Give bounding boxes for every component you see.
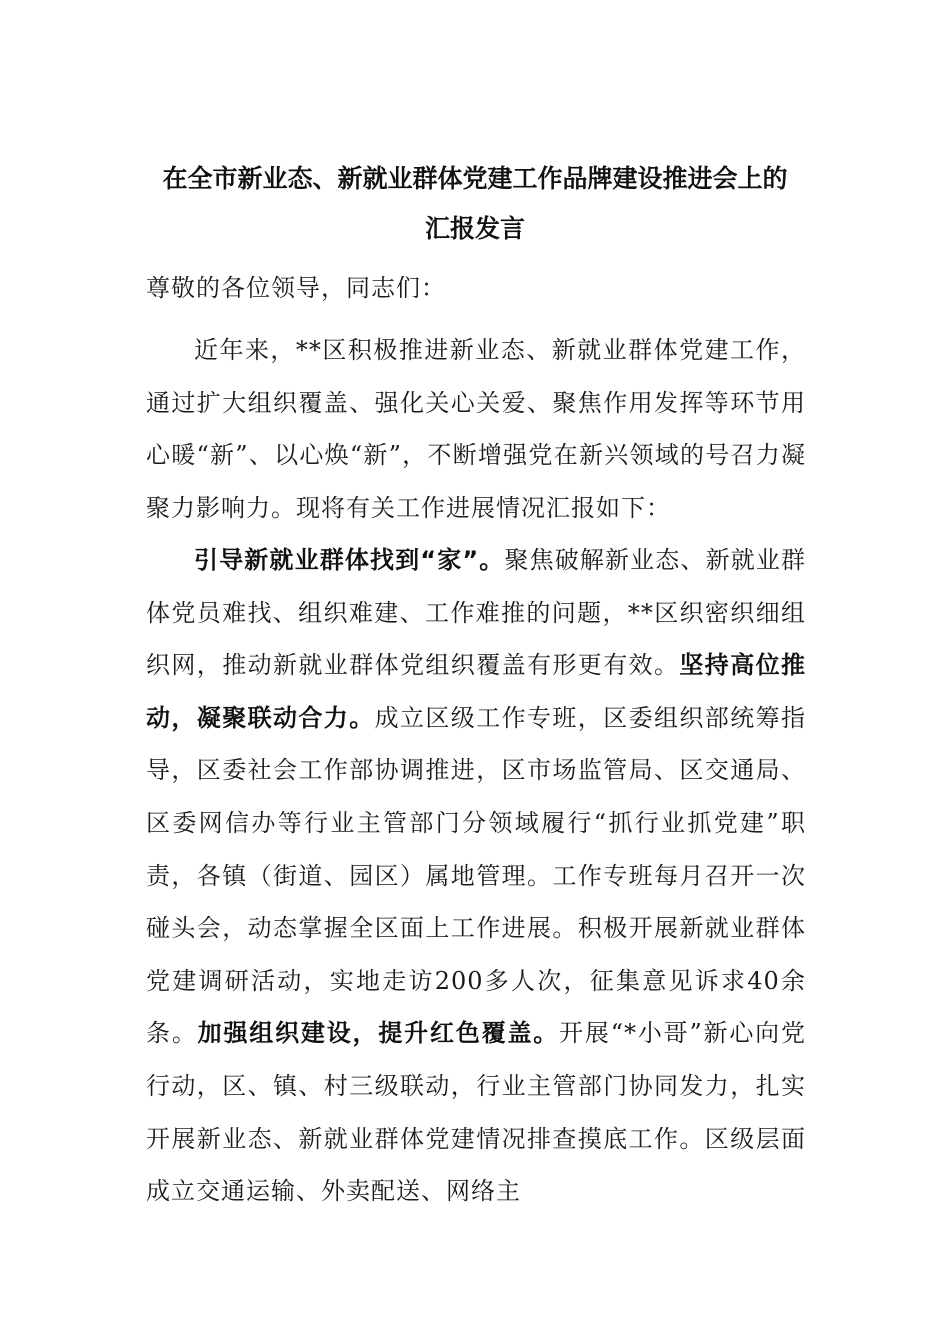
title-line-2: 汇报发言 <box>424 214 525 243</box>
document-title <box>146 154 804 254</box>
intro-paragraph: 近年来，**区积极推进新业态、新就业群体党建工作，通过扩大组织覆盖、强化关心关爱、聚焦作用发挥等环节用心暖“新”、以心焕“新”，不断增强党在新兴领域的号召力凝聚力影响力。现将有关工作进展情况汇报如下： <box>146 336 806 522</box>
subsection-1-text: 成立区级工作专班，区委组织部统筹指导，区委社会工作部协调推进，区市场监管局、区交通局、区委网信办等行业主管部门分领域履行“抓行业抓党建”职责，各镇（街道、园区）属地管理。工作专班每月召开一次碰头会，动态掌握全区面上工作进展。积极开展新就业群体党建调研活动，实地走访200多人次，征集意见诉求40余条。 <box>146 703 807 1048</box>
subsection-1-heading: 坚持高位推动，凝聚联动合力。 <box>146 651 807 732</box>
section-1-heading: 引导新就业群体找到“家”。 <box>194 546 505 574</box>
title-line-1: 在全市新业态、新就业群体党建工作品牌建设推进会上的 <box>162 164 788 193</box>
subsection-2-heading: 加强组织建设，提升红色覆盖。 <box>197 1019 560 1048</box>
section-1-paragraph <box>146 534 806 1218</box>
subsection-2-text: 开展“*小哥”新心向党行动，区、镇、村三级联动，行业主管部门协同发力，扎实开展新业态、新就业群体党建情况排查摸底工作。区级层面成立交通运输、外卖配送、网络主 <box>146 1019 806 1206</box>
salutation: 尊敬的各位领导，同志们： <box>146 274 446 302</box>
section-1-text: 聚焦破解新业态、新就业群体党员难找、组织难建、工作难推的问题，**区织密织细组织网，推动新就业群体党组织覆盖有形更有效。 <box>146 546 807 680</box>
